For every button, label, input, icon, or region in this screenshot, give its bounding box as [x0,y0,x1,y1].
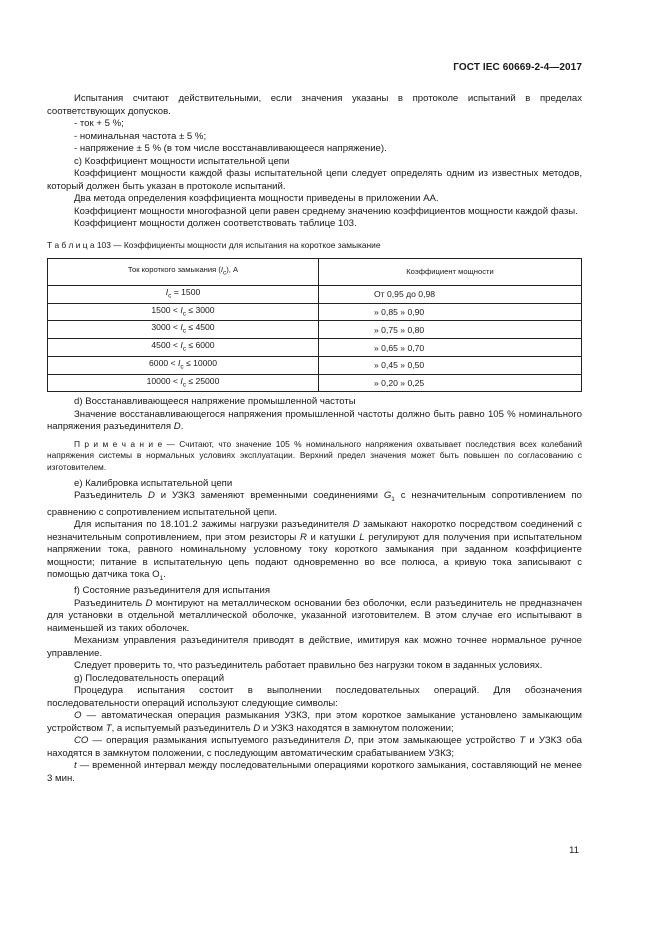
symbol-co-definition: СО — операция размыкания испытуемого разъединителя D, при этом замыкающее устройство Т и УЗКЗ оба находятся в замкнутом положении, с последующим автоматическим срабатыванием УЗКЗ; [47,735,582,759]
section-d-paragraph: Значение восстанавливающегося напряжения промышленной частоты должно быть равно 105 % номинального напряжения разъединителя D. [47,408,582,433]
table-header-row [48,259,582,286]
current-range-cell: $4500 < I_с \le 6000$ [48,339,319,357]
tolerance-current: - ток + 5 %; [74,118,124,129]
tolerance-voltage: - напряжение ± 5 % (в том числе восстанавливающееся напряжение). [74,143,387,154]
note-label: П р и м е ч а н и е [74,438,163,449]
table-caption-label: Т а б л и ц а [47,239,95,250]
section-c-paragraph: Коэффициент мощности каждой фазы испытательной цепи следует определять одним из известных методов, который должен быть указан в протоколе испытаний. [47,168,582,192]
section-f-paragraph: Механизм управления разъединителя приводят в действие, имитируя как можно точнее нормальное ручное управление. [47,635,582,659]
current-range-cell: $6000 < I_с \le 10000$ [48,356,319,374]
power-factor-cell: » 0,85 » 0,90 [319,303,582,321]
table-header-power-factor: Коэффициент мощности [319,259,582,286]
section-e-paragraph: Разъединитель D и УЗКЗ заменяют временными соединениями $G_1$ с незначительным сопротивлением по сравнению с сопротивлением испытательной цепи. [47,490,582,518]
power-factor-cell: » 0,20 » 0,25 [319,374,582,392]
section-f-title: f) Состояние разъединителя для испытания [74,585,271,597]
section-c-paragraph: Коэффициент мощности многофазной цепи равен среднему значению коэффициентов мощности каждой фазы. [74,205,578,217]
document-body [47,93,582,785]
power-factor-cell: » 0,65 » 0,70 [319,339,582,357]
section-f-paragraph: Следует проверить то, что разъединитель работает правильно без нагрузки током в заданных условиях. [74,660,543,672]
power-factor-cell: » 0,45 » 0,50 [319,356,582,374]
tolerance-frequency: - номинальная частота ± 5 %; [74,130,207,142]
document-header: ГОСТ IEC 60669-2-4—2017 [453,62,582,73]
table-row [48,356,582,374]
section-c-paragraph: Коэффициент мощности должен соответствовать таблице 103. [74,218,357,229]
table-caption-text: 103 — Коэффициенты мощности для испытания на короткое замыкание [96,239,381,250]
section-d-title: d) Восстанавливающееся напряжение промышленной частоты [74,396,356,408]
power-factor-table [47,258,582,392]
section-e-title: е) Калибровка испытательной цепи [74,477,233,489]
current-range-cell: $3000 < I_с \le 4500$ [48,321,319,339]
table-row [48,374,582,392]
note-text: — Считают, что значение 105 % номинального напряжения охватывает последствия всех колебаний напряжения системы в нормальных условиях эксплуатации. Верхний предел значения может быть повышен по согласованию с изготовителем. [47,438,582,472]
table-header-current: Ток короткого замыкания $(I_с)$, А [48,259,319,286]
table-row [48,339,582,357]
table-caption [47,239,582,252]
symbol-t-definition: t — временной интервал между последовательными операциями короткого замыкания, составляющий не менее 3 мин. [47,760,582,784]
symbol-o-definition: О — автоматическая операция размыкания УЗКЗ, при этом короткое замыкание установлено замыкающим устройством Т, а испытуемый разъединитель D и УЗКЗ находятся в замкнутом положении; [47,710,582,734]
section-c-paragraph: Два метода определения коэффициента мощности приведены в приложении АА. [74,193,439,204]
table-row [48,286,582,304]
section-e-paragraph: Для испытания по 18.101.2 зажимы нагрузки разъединителя D замыкают накоротко посредством соединений с незначительным сопротивлением, при этом резисторы R и катушки L регулируют для получения при испытательном напряжении тока, равного номинальному условному току короткого замыкания при заданном коэффициенте мощности; питание в испытательную цепь подают одновременно во все полюса, а кривую тока записывают с помощью датчика тока $О_1$. [47,519,582,582]
power-factor-cell: » 0,75 » 0,80 [319,321,582,339]
section-g-paragraph: Процедура испытания состоит в выполнении последовательных операций. Для обозначения последовательности операций используют следующие символы: [47,685,582,709]
table-row [48,303,582,321]
page-number: 11 [569,845,579,856]
power-factor-cell: От 0,95 до 0,98 [319,286,582,304]
section-c-title: с) Коэффициент мощности испытательной цепи [74,155,290,167]
current-range-cell: $I_с = 1500$ [48,286,319,304]
note [47,439,582,474]
section-g-title: g) Последовательность операций [74,672,225,684]
current-range-cell: $1500 < I_с \le 3000$ [48,303,319,321]
intro-paragraph: Испытания считают действительными, если значения указаны в протоколе испытаний в пределах соответствующих допусков. [47,93,582,117]
section-f-paragraph: Разъединитель D монтируют на металлическом основании без оболочки, если разъединитель не предназначен для установки в отдельной металлической оболочке, указанной изготовителем. В этом случае его испытывают в наименьшей из таких оболочек. [47,597,582,634]
current-range-cell: $10000 < I_с \le 25000$ [48,374,319,392]
table-row [48,321,582,339]
